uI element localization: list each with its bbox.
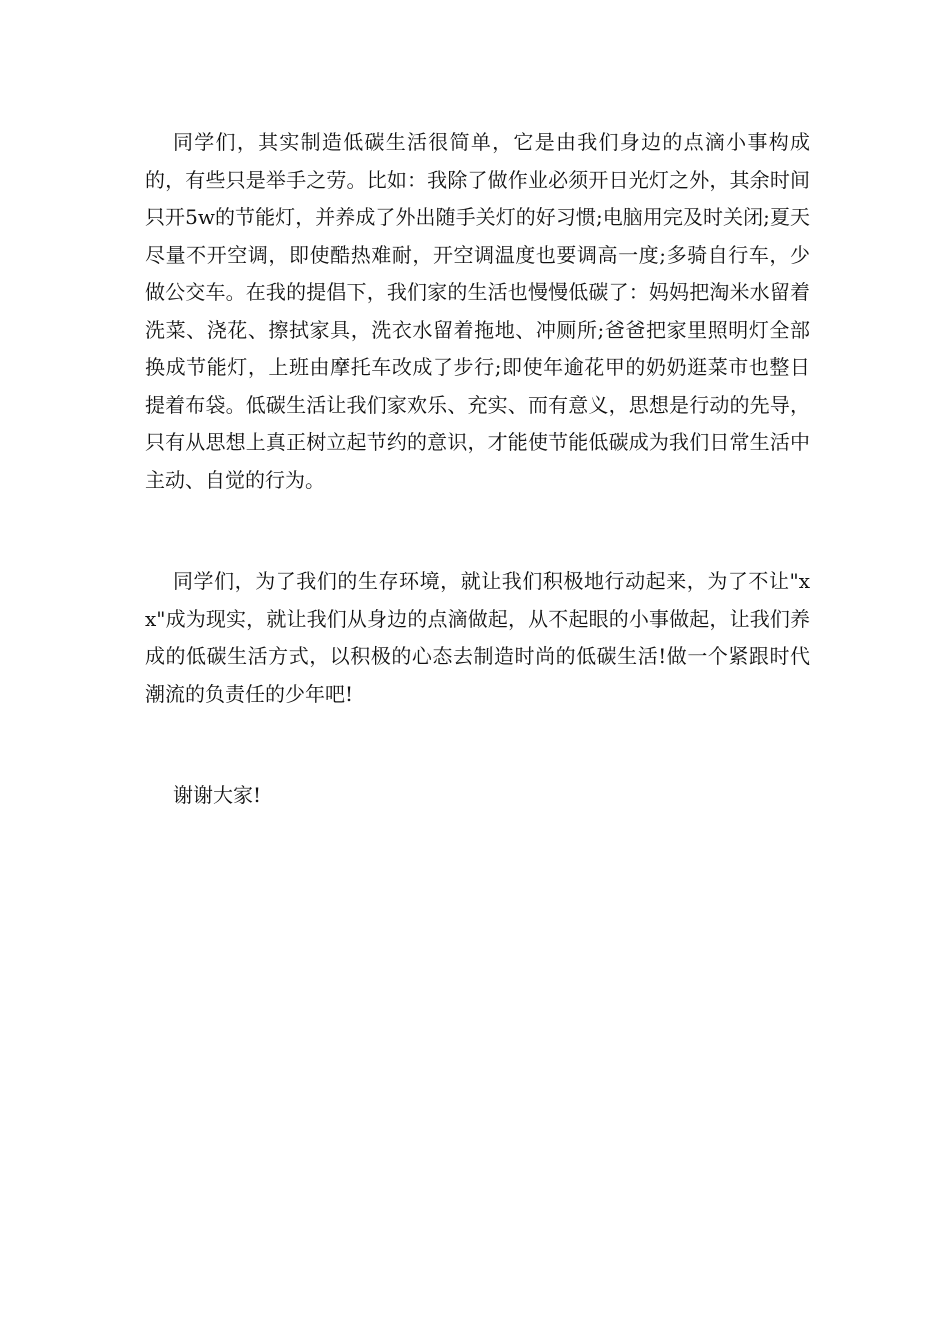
paragraph-call-to-action: 同学们，为了我们的生存环境，就让我们积极地行动起来，为了不让"xx"成为现实，就让我们从身边的点滴做起，从不起眼的小事做起，让我们养成的低碳生活方式，以积极的心态去制造时尚的低碳生活!做一个紧跟时代潮流的负责任的少年吧! [145, 569, 810, 706]
document-body [145, 124, 810, 815]
paragraph-thanks: 谢谢大家! [173, 783, 262, 807]
paragraph-low-carbon-habits: 同学们，其实制造低碳生活很简单，它是由我们身边的点滴小事构成的，有些只是举手之劳。比如：我除了做作业必须开日光灯之外，其余时间只开5w的节能灯，并养成了外出随手关灯的好习惯;电脑用完及时关闭;夏天尽量不开空调，即使酷热难耐，开空调温度也要调高一度;多骑自行车，少做公交车。在我的提倡下，我们家的生活也慢慢低碳了：妈妈把淘米水留着洗菜、浇花、擦拭家具，洗衣水留着拖地、冲厕所;爸爸把家里照明灯全部换成节能灯，上班由摩托车改成了步行;即使年逾花甲的奶奶逛菜市也整日提着布袋。低碳生活让我们家欢乐、充实、而有意义，思想是行动的先导，只有从思想上真正树立起节约的意识，才能使节能低碳成为我们日常生活中主动、自觉的行为。 [145, 130, 810, 492]
